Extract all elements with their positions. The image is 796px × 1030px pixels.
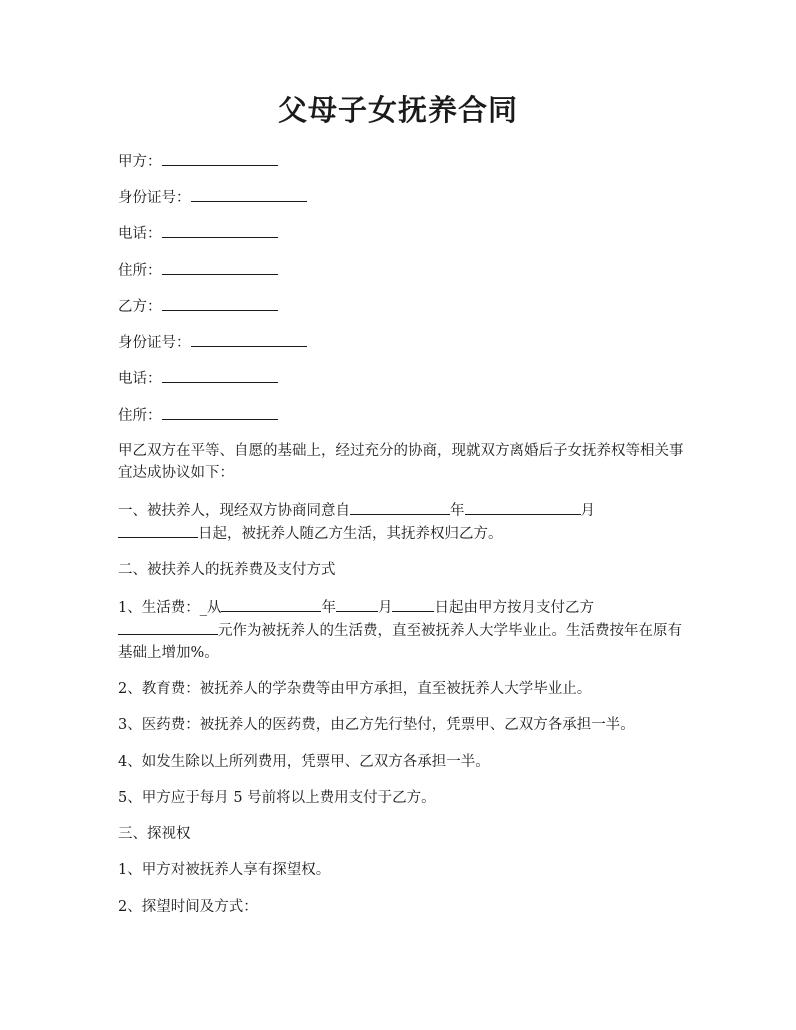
party-b-phone-label: 电话： <box>118 371 162 387</box>
section-2-1-month-label: 月 <box>377 600 393 616</box>
section-1-text-a: 一、被扶养人，现经双方协商同意自 <box>118 503 350 519</box>
intro-paragraph: 甲乙双方在平等、自愿的基础上，经过充分的协商，现就双方离婚后子女抚养权等相关事宜达成协议如下： <box>118 443 684 481</box>
section-1-day-blank[interactable] <box>118 522 198 538</box>
section-2-1-day-blank[interactable] <box>392 596 434 612</box>
section-1-line-2 <box>118 522 683 545</box>
party-a-id-line <box>118 186 683 209</box>
section-1-month-blank[interactable] <box>465 499 581 515</box>
party-a-id-label: 身份证号： <box>118 190 191 206</box>
party-a-address-line <box>118 259 683 282</box>
section-1-month-label: 月 <box>580 503 595 519</box>
section-2-heading: 二、被扶养人的抚养费及支付方式 <box>118 562 336 578</box>
section-2-1-line-2 <box>118 619 686 664</box>
party-a-name-line <box>118 150 683 173</box>
section-2-1-month-blank[interactable] <box>336 596 378 612</box>
party-b-address-blank[interactable] <box>162 404 278 420</box>
section-2-1-line-1 <box>118 596 683 619</box>
party-a-phone-label: 电话： <box>118 226 162 242</box>
party-b-phone-line <box>118 367 683 390</box>
section-2-1-text-c: 元作为被抚养人的生活费，直至被抚养人大学毕业止。生活费按年在原有基础上增加%。 <box>118 623 682 661</box>
party-b-address-label: 住所： <box>118 408 162 424</box>
section-2-3: 3、医药费：被抚养人的医药费，由乙方先行垫付，凭票甲、乙双方各承担一半。 <box>118 717 635 733</box>
party-a-phone-line <box>118 222 683 245</box>
section-2-1-text-a: 1、生活费：_从 <box>118 600 222 616</box>
page-title: 父母子女抚养合同 <box>277 93 518 127</box>
party-b-name-blank[interactable] <box>162 295 278 311</box>
section-2-1-year-blank[interactable] <box>221 596 321 612</box>
section-3-heading: 三、探视权 <box>118 826 191 842</box>
party-a-phone-blank[interactable] <box>162 222 278 238</box>
party-b-id-blank[interactable] <box>191 331 307 347</box>
section-3-2: 2、探望时间及方式： <box>118 899 258 915</box>
party-b-id-line <box>118 331 683 354</box>
party-a-id-blank[interactable] <box>191 186 307 202</box>
section-2-1-year-label: 年 <box>321 600 336 616</box>
party-b-phone-blank[interactable] <box>162 367 278 383</box>
party-a-name-blank[interactable] <box>162 150 278 166</box>
section-2-1-text-b: 日起由甲方按月支付乙方 <box>434 600 594 616</box>
party-b-name-line <box>118 295 683 318</box>
party-b-id-label: 身份证号： <box>118 335 191 351</box>
section-1-year-blank[interactable] <box>350 499 450 515</box>
party-a-address-blank[interactable] <box>162 259 278 275</box>
section-2-4: 4、如发生除以上所列费用，凭票甲、乙双方各承担一半。 <box>118 754 490 770</box>
section-3-1: 1、甲方对被抚养人享有探望权。 <box>118 862 331 878</box>
section-2-5: 5、甲方应于每月 5 号前将以上费用支付于乙方。 <box>118 790 436 806</box>
section-1-year-label: 年 <box>450 503 465 519</box>
section-1-text-b: 日起，被抚养人随乙方生活，其抚养权归乙方。 <box>198 526 503 542</box>
party-a-name-label: 甲方： <box>118 154 162 170</box>
party-b-name-label: 乙方： <box>118 299 162 315</box>
section-2-2: 2、教育费：被抚养人的学杂费等由甲方承担，直至被抚养人大学毕业止。 <box>118 681 592 697</box>
section-1-line-1 <box>118 499 683 522</box>
section-2-1-amount-blank[interactable] <box>118 619 218 635</box>
party-b-address-line <box>118 404 683 427</box>
party-a-address-label: 住所： <box>118 263 162 279</box>
